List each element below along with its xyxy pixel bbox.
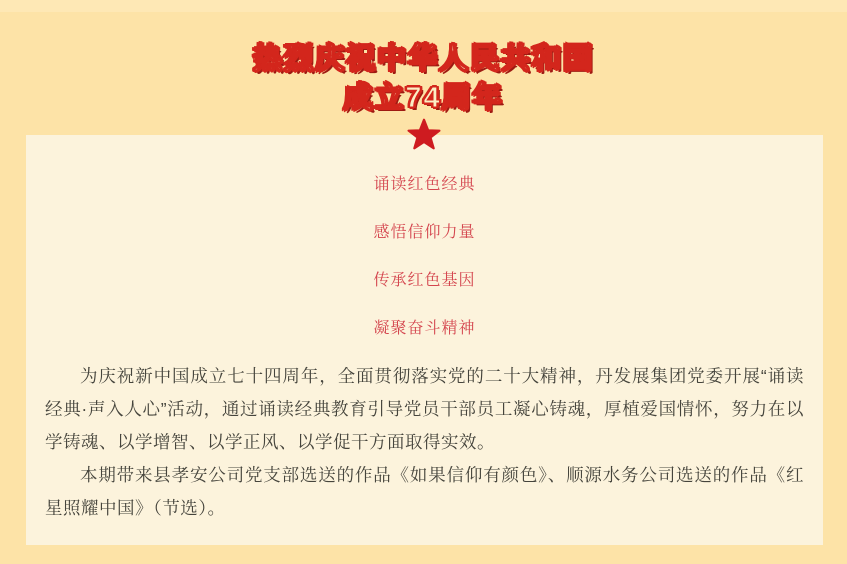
article-paragraph-2: 本期带来县孝安公司党支部选送的作品《如果信仰有颜色》、顺源水务公司选送的作品《红星照耀中国》（节选）。 xyxy=(45,465,804,518)
article-paragraph-1: 为庆祝新中国成立七十四周年，全面贯彻落实党的二十大精神，丹发展集团党委开展“诵读经典·声入人心”活动，通过诵读经典教育引导党员干部员工凝心铸魂，厚植爱国情怀，努力在以学铸魂、以学增智、以学正风、以学促干方面取得实效。 xyxy=(45,366,804,452)
banner-title xyxy=(0,40,847,118)
article-body xyxy=(26,353,823,525)
slogan-line: 感悟信仰力量 xyxy=(373,224,476,241)
slogan-list xyxy=(26,135,823,353)
content-panel xyxy=(26,135,823,545)
slogan-line: 诵读红色经典 xyxy=(373,176,476,193)
slogan-line: 传承红色基因 xyxy=(373,272,476,289)
red-star-icon xyxy=(407,118,441,152)
slogan-line: 凝聚奋斗精神 xyxy=(373,320,476,337)
banner-title-line2: 成立74周年 xyxy=(343,82,504,114)
banner-title-line1: 热烈庆祝中华人民共和国 xyxy=(252,43,594,75)
